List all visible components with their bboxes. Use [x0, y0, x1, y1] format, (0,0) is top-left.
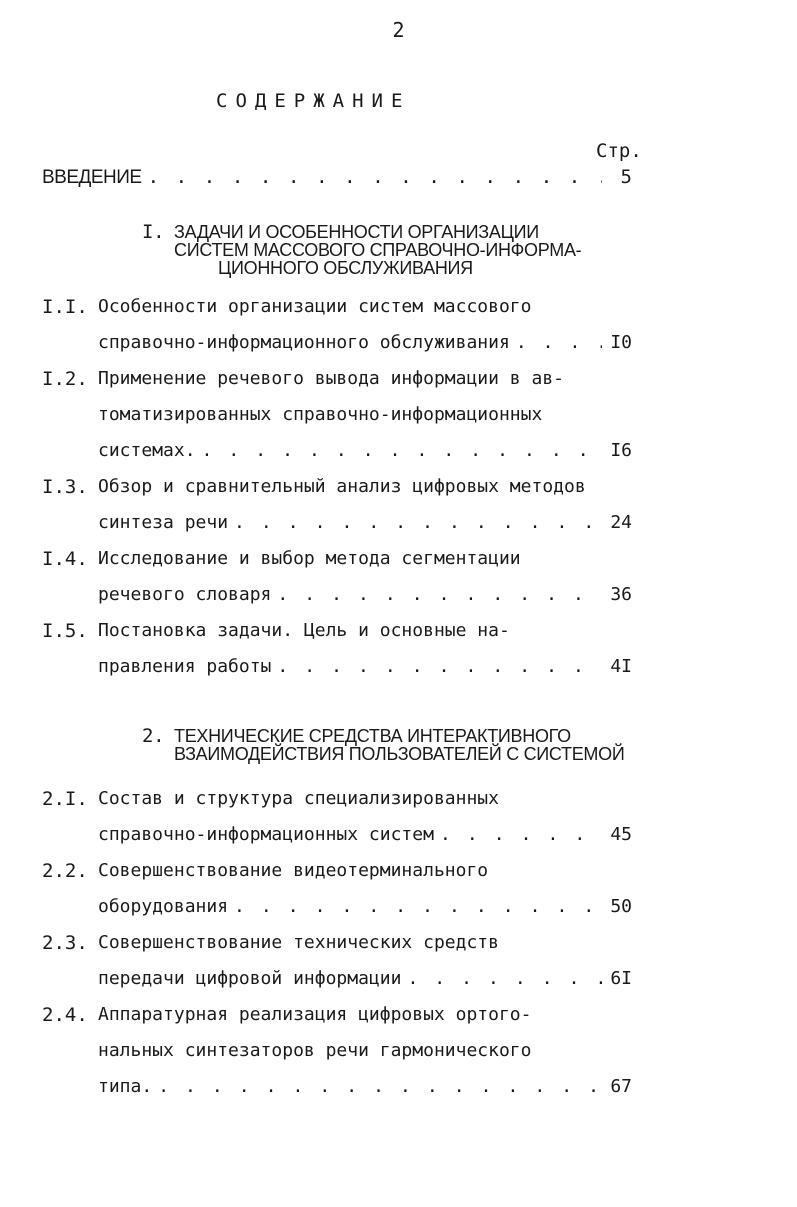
toc-entry-title-line: передачи цифровой информации: [98, 968, 402, 989]
chapter-title-line: ЦИОННОГО ОБСЛУЖИВАНИЯ: [218, 258, 473, 278]
toc-entry-page: 45: [610, 824, 632, 845]
toc-entry-page: 24: [610, 512, 632, 533]
toc-entry-title-line: Состав и структура специализированных: [98, 788, 499, 809]
toc-entry-title-line: речевого словаря: [98, 584, 272, 605]
toc-entry-title-line: Исследование и выбор метода сегментации: [98, 548, 521, 569]
dot-leader: [516, 332, 602, 353]
toc-title: СОДЕРЖАНИЕ: [216, 90, 411, 112]
toc-entry-page: I0: [610, 332, 632, 353]
toc-entry-number: I.5.: [42, 620, 88, 642]
toc-entry-title-line: томатизированных справочно-информационных: [98, 404, 543, 425]
toc-entry-title-line: синтеза речи: [98, 512, 229, 533]
dot-leader: [202, 440, 602, 461]
toc-entry-number: 2.I.: [42, 788, 88, 810]
dot-leader: [440, 824, 602, 845]
toc-entry-page: 6I: [610, 968, 632, 989]
toc-entry-number: I.3.: [42, 476, 88, 498]
dot-leader: [234, 512, 602, 533]
toc-entry-title-line: оборудования: [98, 896, 229, 917]
dot-leader: [277, 584, 602, 605]
chapter-title-line: СИСТЕМ МАССОВОГО СПРАВОЧНО-ИНФОРМА-: [174, 240, 582, 260]
toc-entry-title-line: справочно-информационного обслуживания: [98, 332, 510, 353]
toc-entry-number: 2.4.: [42, 1004, 88, 1026]
toc-entry-title-line: справочно-информационных систем: [98, 824, 434, 845]
toc-entry-number: I.I.: [42, 296, 88, 318]
toc-entry-page: 50: [610, 896, 632, 917]
toc-entry-title-line: Совершенствование видеотерминального: [98, 860, 489, 881]
toc-entry-title-line: Применение речевого вывода информации в ав-: [98, 368, 564, 389]
dot-leader: [148, 166, 602, 188]
toc-entry-title-line: Аппаратурная реализация цифровых ортого-: [98, 1004, 532, 1025]
chapter-title-line: ВЗАИМОДЕЙСТВИЯ ПОЛЬЗОВАТЕЛЕЙ С СИСТЕМОЙ: [174, 744, 625, 764]
toc-entry-page: 4I: [610, 656, 632, 677]
toc-entry-page: I6: [610, 440, 632, 461]
toc-entry-title-line: нальных синтезаторов речи гармонического: [98, 1040, 532, 1061]
toc-entry-number: I.2.: [42, 368, 88, 390]
toc-entry-title-line: Совершенствование технических средств: [98, 932, 499, 953]
toc-entry-number: 2.2.: [42, 860, 88, 882]
toc-entry-number: 2.3.: [42, 932, 88, 954]
dot-leader: [277, 656, 602, 677]
chapter-title-line: ЗАДАЧИ И ОСОБЕННОСТИ ОРГАНИЗАЦИИ: [174, 222, 539, 242]
toc-entry-title: ВВЕДЕНИЕ: [42, 167, 142, 188]
page-number: 2: [392, 18, 405, 42]
toc-entry-intro[interactable]: [42, 166, 632, 196]
toc-entry-title-line: Особенности организации систем массового: [98, 296, 532, 317]
toc-entry-page: 67: [610, 1076, 632, 1097]
toc-entry-title-line: типа.: [98, 1076, 153, 1097]
dot-leader: [234, 896, 602, 917]
toc-entry-number: I.4.: [42, 548, 88, 570]
toc-entry-title-line: Постановка задачи. Цель и основные на-: [98, 620, 510, 641]
dot-leader: [407, 968, 602, 989]
chapter-number: 2.: [142, 725, 165, 747]
toc-entry-page: 36: [610, 584, 632, 605]
chapter-number: I.: [142, 221, 165, 243]
toc-entry-title-line: Обзор и сравнительный анализ цифровых методов: [98, 476, 586, 497]
toc-entry-title-line: системах.: [98, 440, 196, 461]
chapter-title-line: ТЕХНИЧЕСКИЕ СРЕДСТВА ИНТЕРАКТИВНОГО: [174, 726, 571, 746]
page-column-label: Стр.: [596, 140, 642, 162]
toc-entry-title-line: правления работы: [98, 656, 272, 677]
toc-entry-page: 5: [620, 166, 632, 188]
dot-leader: [158, 1076, 602, 1097]
